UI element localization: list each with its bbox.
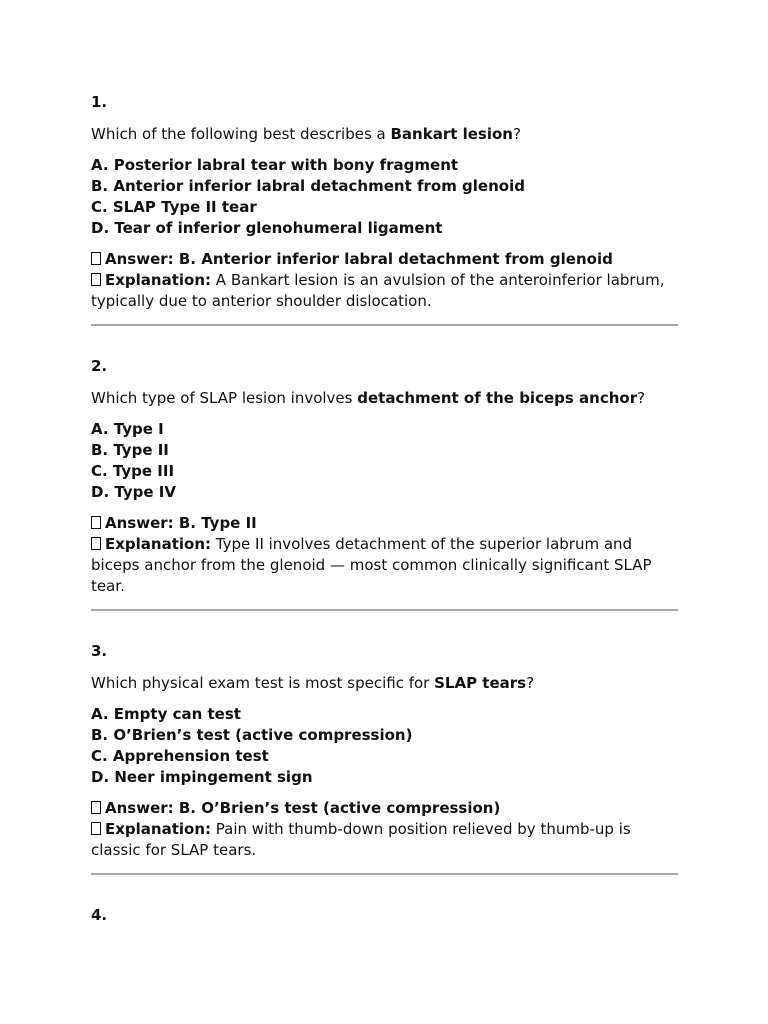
question-3 <box>91 641 678 875</box>
section-divider <box>91 873 678 875</box>
missing-glyph-icon <box>91 822 101 835</box>
question-text-start: Which type of SLAP lesion involves <box>91 389 358 407</box>
option-c: C. SLAP Type II tear <box>91 198 257 216</box>
missing-glyph-icon <box>91 537 101 550</box>
question-1 <box>91 92 678 326</box>
question-text-start: Which of the following best describes a <box>91 125 391 143</box>
question-text <box>91 673 678 694</box>
question-number: 2. <box>91 357 108 375</box>
options-list <box>91 155 678 239</box>
option-b: B. O’Brien’s test (active compression) <box>91 726 413 744</box>
answer-text: Answer: B. O’Brien’s test (active compression) <box>105 799 501 817</box>
option-d: D. Type IV <box>91 483 176 501</box>
question-text-key-term: detachment of the biceps anchor <box>357 389 638 407</box>
question-text <box>91 388 678 409</box>
explanation-text: Type II involves detachment of the superior labrum and biceps anchor from the glenoid — most common clinically significant SLAP tear. <box>91 535 652 595</box>
explanation <box>91 819 678 861</box>
question-text-end: ? <box>513 125 521 143</box>
question-2 <box>91 356 678 611</box>
explanation <box>91 270 678 312</box>
option-b: B. Type II <box>91 441 169 459</box>
answer-line <box>91 249 678 270</box>
question-number: 1. <box>91 93 108 111</box>
missing-glyph-icon <box>91 252 101 265</box>
option-a: A. Posterior labral tear with bony fragment <box>91 156 459 174</box>
explanation-label: Explanation: <box>105 820 212 838</box>
question-text-end: ? <box>637 389 646 407</box>
option-a: A. Empty can test <box>91 705 241 723</box>
question-number: 4. <box>91 906 108 924</box>
answer-line <box>91 798 678 819</box>
explanation <box>91 534 678 597</box>
question-text-start: Which physical exam test is most specific for <box>91 674 435 692</box>
answer-text: Answer: B. Anterior inferior labral detachment from glenoid <box>105 250 613 268</box>
question-number: 3. <box>91 642 108 660</box>
question-text <box>91 124 678 145</box>
section-divider <box>91 324 678 326</box>
answer-text: Answer: B. Type II <box>105 514 257 532</box>
missing-glyph-icon <box>91 516 101 529</box>
question-text-key-term: SLAP tears <box>434 674 527 692</box>
question-text-key-term: Bankart lesion <box>390 125 513 143</box>
option-c: C. Type III <box>91 462 175 480</box>
options-list <box>91 704 678 788</box>
option-b: B. Anterior inferior labral detachment from glenoid <box>91 177 525 195</box>
explanation-text: A Bankart lesion is an avulsion of the anteroinferior labrum, typically due to anterior shoulder dislocation. <box>91 271 665 310</box>
option-d: D. Neer impingement sign <box>91 768 313 786</box>
section-divider <box>91 609 678 611</box>
explanation-label: Explanation: <box>105 271 212 289</box>
question-4 <box>91 905 678 925</box>
answer-line <box>91 513 678 534</box>
quiz-page <box>91 92 678 937</box>
explanation-label: Explanation: <box>105 535 212 553</box>
options-list <box>91 419 678 503</box>
explanation-text: Pain with thumb-down position relieved by thumb-up is classic for SLAP tears. <box>91 820 631 859</box>
option-a: A. Type I <box>91 420 164 438</box>
option-d: D. Tear of inferior glenohumeral ligament <box>91 219 443 237</box>
question-text-end: ? <box>526 674 535 692</box>
missing-glyph-icon <box>91 801 101 814</box>
missing-glyph-icon <box>91 273 101 286</box>
option-c: C. Apprehension test <box>91 747 269 765</box>
